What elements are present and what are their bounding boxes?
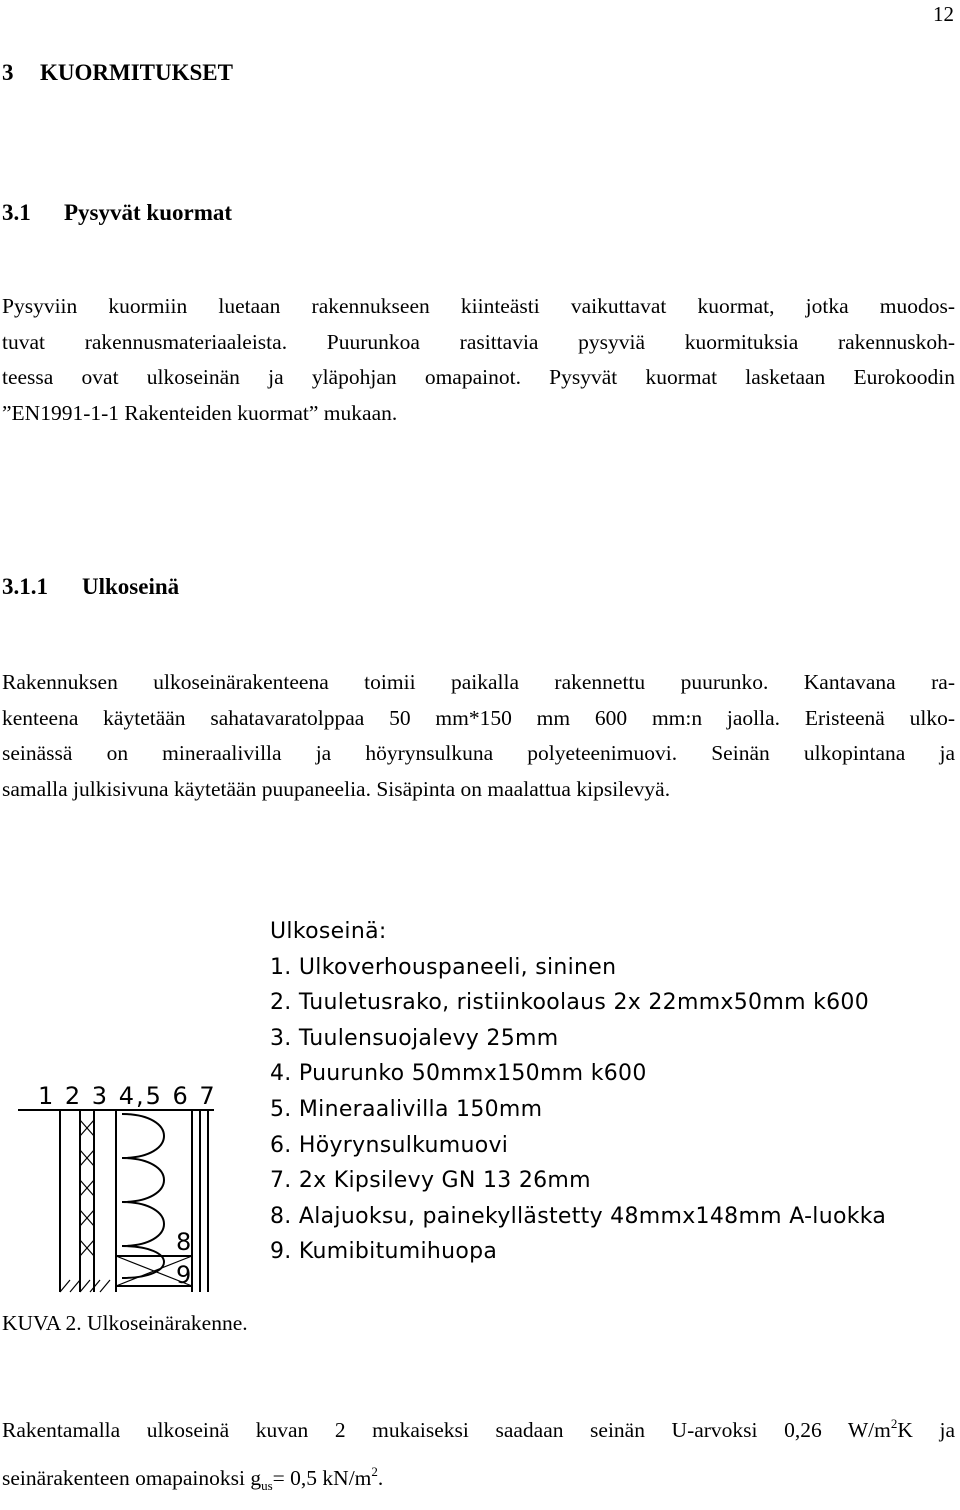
page-number: 12 [933,2,954,26]
layer-number-labels: 1 2 3 4,5 6 7 [38,1082,217,1110]
paragraph-exterior-wall [2,665,955,807]
text-line: kenteena käytetään sahatavaratolppaa 50 mm*150 mm 600 mm:n jaolla. Eristeenä ulko- [2,705,955,730]
insulation-wave [122,1114,164,1278]
section-title: Pysyvät kuormat [64,200,233,225]
text-line: Rakennuksen ulkoseinärakenteena toimii paikalla rakennettu puurunko. Kantavana ra- [2,670,955,694]
text-line: seinässä on mineraalivilla ja höyrynsulkuna polyeteenimuovi. Seinän ulkopintana ja [2,741,955,765]
figure-legend [270,914,886,1270]
wall-section-drawing [18,1080,238,1295]
label-9: 9 [176,1261,192,1289]
paragraph-permanent-loads [2,289,955,431]
text-line: teessa ovat ulkoseinän ja yläpohjan omapainot. Pysyvät kuormat lasketaan Eurokoodin [2,365,955,389]
legend-item: 2. Tuuletusrako, ristiinkoolaus 2x 22mmx50mm k600 [270,990,870,1016]
legend-title: Ulkoseinä: [270,919,387,944]
section-heading [2,200,232,226]
base-hatch [60,1280,110,1292]
subsection-heading [2,574,179,600]
section-number: 3.1 [2,200,31,225]
batten-cross-hatch [80,1120,94,1256]
legend-item: 3. Tuulensuojalevy 25mm [270,1025,559,1051]
legend-item: 5. Mineraalivilla 150mm [270,1096,543,1122]
text-line: Pysyviin kuormiin luetaan rakennukseen kiinteästi vaikuttavat kuormat, jotka muodos- [2,294,955,318]
chapter-number: 3 [2,60,14,85]
text-line: ”EN1991-1-1 Rakenteiden kuormat” mukaan. [2,400,398,425]
text-line: tuvat rakennusmateriaaleista. Puurunkoa rasittavia pysyviä kuormituksia rakennuskoh- [2,329,955,354]
legend-item: 4. Puurunko 50mmx150mm k600 [270,1061,647,1087]
label-8: 8 [176,1228,192,1256]
legend-item: 7. 2x Kipsilevy GN 13 26mm [270,1168,591,1194]
paragraph-u-value [2,1400,955,1496]
chapter-title: KUORMITUKSET [40,60,233,85]
subsection-title: Ulkoseinä [82,574,180,599]
text-line: samalla julkisivuna käytetään puupaneelia. Sisäpinta on maalattua kipsilevyä. [2,776,671,801]
legend-item: 9. Kumibitumihuopa [270,1239,498,1265]
legend-item: 6. Höyrynsulkumuovi [270,1132,509,1158]
chapter-heading [2,60,233,86]
figure-caption: KUVA 2. Ulkoseinärakenne. [2,1311,248,1335]
legend-item: 1. Ulkoverhouspaneeli, sininen [270,954,617,980]
subsection-number: 3.1.1 [2,574,48,599]
text-line: seinärakenteen omapainoksi $g_{us}= 0,5$ $kN/m^2$. [2,1464,384,1493]
legend-item: 8. Alajuoksu, painekyllästetty 48mmx148mm A-luokka [270,1203,887,1229]
text-line: Rakentamalla ulkoseinä kuvan 2 mukaiseksi saadaan seinän U-arvoksi 0,26 $W/m^2K$ ja [2,1416,955,1442]
